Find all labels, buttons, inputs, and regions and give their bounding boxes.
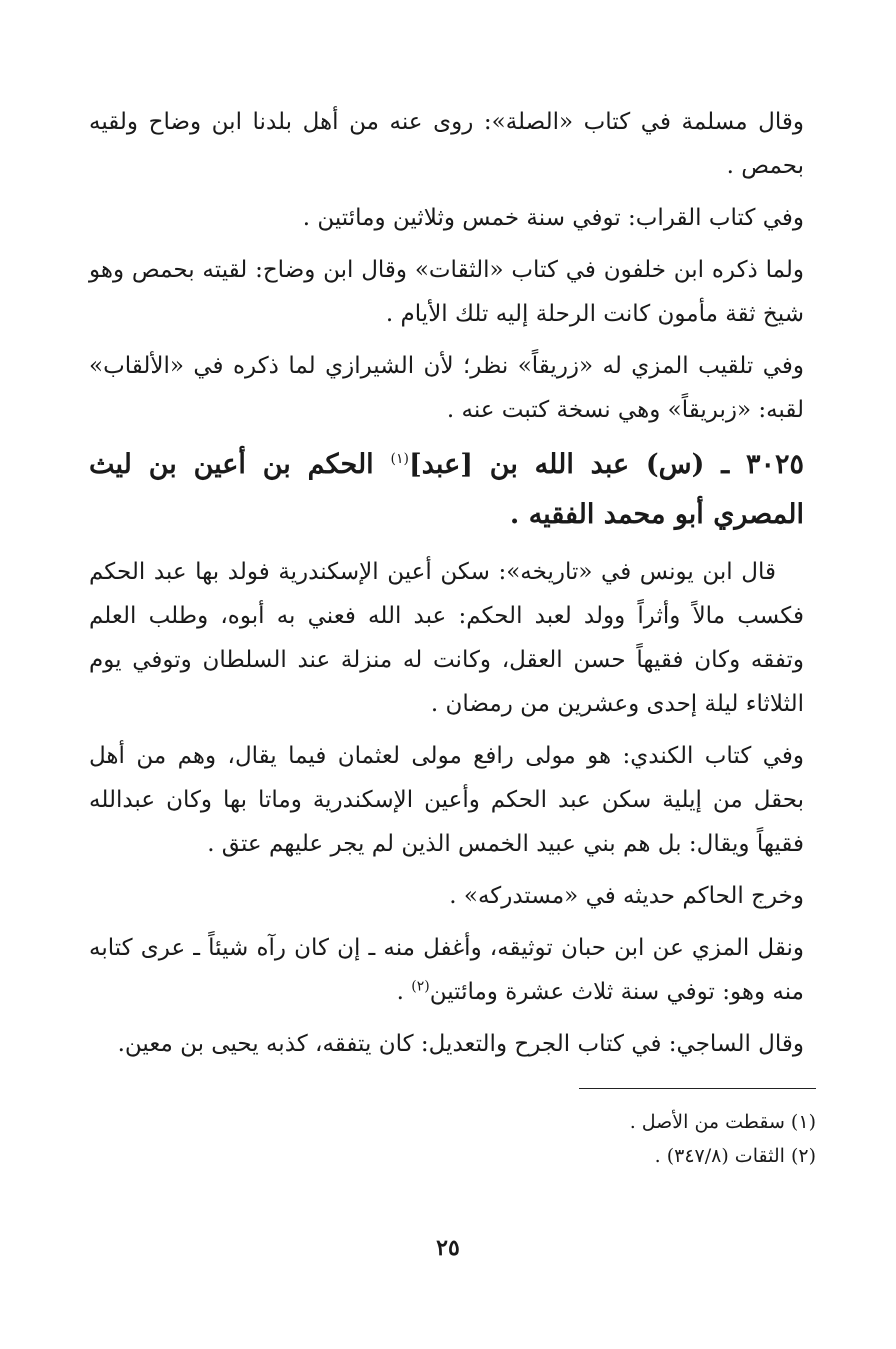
paragraph-laqab: وفي تلقيب المزي له «زريقاً» نظر؛ لأن الشيرازي لما ذكره في «الألقاب» لقبه: «زبريقاً» وهي نسخة كتبت عنه . — [89, 353, 804, 423]
paragraph-hakim: وخرج الحاكم حديثه في «مستدركه» . — [449, 883, 804, 909]
paragraph-ibn-hibban-text: ونقل المزي عن ابن حبان توثيقه، وأغفل منه ـ إن كان رآه شيئاً ـ عرى كتابه منه وهو: توفي سنة ثلاث عشرة ومائتين — [89, 935, 804, 1005]
footnote-2: (٢) الثقات (٣٤٧/٨) . — [654, 1145, 816, 1167]
footnote-ref-2: (٢) — [411, 978, 430, 995]
entry-number-and-name: ٣٠٢٥ ـ (س) عبد الله بن [عبد] — [408, 449, 804, 480]
page-number: ٢٥ — [436, 1235, 460, 1261]
paragraph-qarrab: وفي كتاب القراب: توفي سنة خمس وثلاثين ومائتين . — [302, 205, 804, 231]
paragraph-ibn-hibban-end: . — [396, 979, 412, 1005]
paragraph-kindi: وفي كتاب الكندي: هو مولى رافع مولى لعثمان فيما يقال، وهم من أهل بحقل من إيلية سكن عبد الحكم وأعين الإسكندرية وماتا بها وكان عبدالله فقيهاً ويقال: بل هم بني عبيد الخمس الذين لم يجر عليهم عتق . — [89, 743, 804, 857]
paragraph-ibn-khalfun: ولما ذكره ابن خلفون في كتاب «الثقات» وقال ابن وضاح: لقيته بحمص وهو شيخ ثقة مأمون كانت الرحلة إليه تلك الأيام . — [89, 257, 804, 327]
footnote-1: (١) سقطت من الأصل . — [629, 1111, 816, 1133]
paragraph-saji: وقال الساجي: في كتاب الجرح والتعديل: كان يتفقه، كذبه يحيى بن معين. — [117, 1031, 804, 1057]
paragraph-ibn-hibban — [89, 926, 804, 1014]
entry-name-rest: الحكم بن أعين بن ليث المصري أبو محمد الفقيه . — [89, 449, 804, 530]
footnote-ref-1: (١) — [390, 451, 409, 467]
footnotes — [216, 1105, 816, 1173]
paragraph-ibn-yunus: قال ابن يونس في «تاريخه»: سكن أعين الإسكندرية فولد بها عبد الحكم فكسب مالاً وأثراً وولد لعبد الحكم: عبد الله فعني به أبوه، وطلب العلم وتفقه وكان فقيهاً حسن العقل، وكانت له منزلة عند السلطان وتوفي يوم الثلاثاء ليلة إحدى وعشرين من رمضان . — [89, 559, 804, 717]
paragraph-salah: وقال مسلمة في كتاب «الصلة»: روى عنه من أهل بلدنا ابن وضاح ولقيه بحمص . — [89, 109, 804, 179]
footnote-divider — [579, 1088, 816, 1089]
entry-heading — [89, 440, 804, 540]
main-text — [89, 100, 804, 1074]
